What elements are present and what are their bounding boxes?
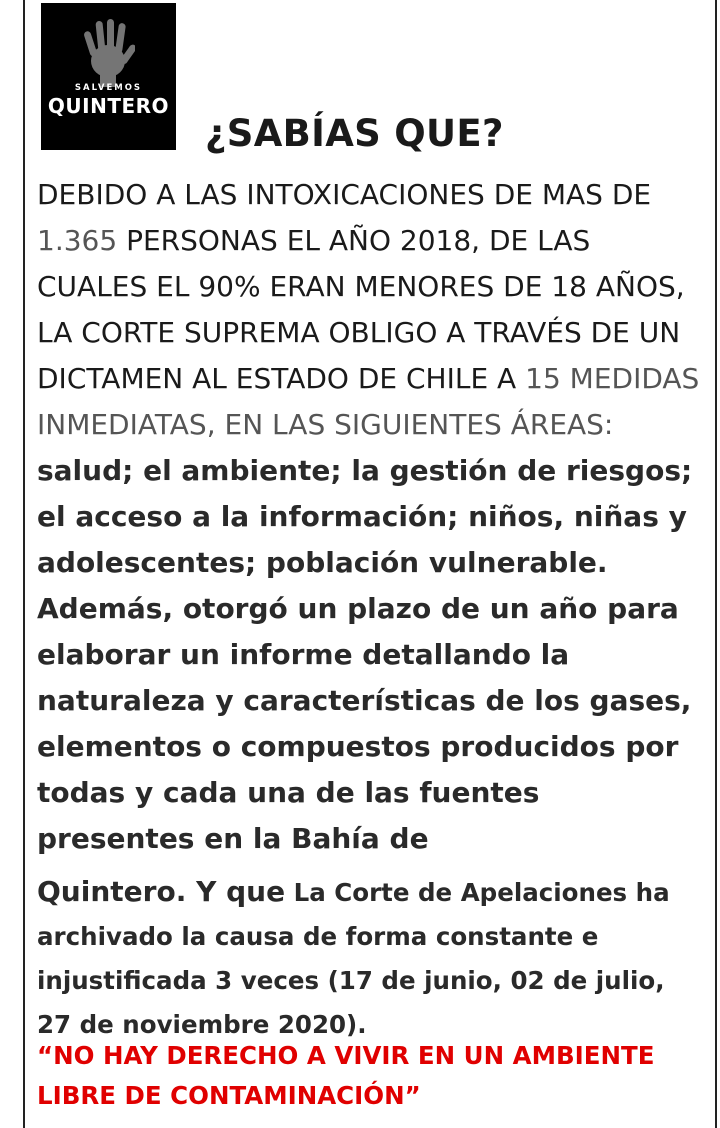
court-text	[37, 870, 707, 1047]
slogan: “NO HAY DERECHO A VIVIR EN UN AMBIENTE LIBRE DE CONTAMINACIÓN”	[37, 1041, 655, 1110]
court-text-rest: La Corte de Apelaciones ha archivado la causa de forma constante e injustificada 3 veces (17 de junio, 02 de julio, 27 de noviembre 2020).	[37, 878, 670, 1039]
page-title: ¿SABÍAS QUE?	[205, 112, 504, 155]
body-text-part: DEBIDO A LAS INTOXICACIONES DE MAS DE	[37, 178, 652, 211]
hand-icon	[83, 17, 135, 89]
body-text	[37, 172, 703, 862]
salvemos-quintero-logo	[41, 3, 176, 150]
areas-text: salud; el ambiente; la gestión de riesgos; el acceso a la información; niños, niñas y adolescentes; población vulnerable. Además, otorgó un plazo de un año para elaborar un informe detallando la naturaleza y características de los gases, elementos o compuestos producidos por todas y cada una de las fuentes presentes en la Bahía de	[37, 454, 693, 855]
logo-name: QUINTERO	[47, 94, 170, 118]
court-text-lead: Quintero. Y que	[37, 875, 286, 908]
body-text-part: PERSONAS EL AÑO 2018, DE LAS CUALES EL 90% ERAN MENORES DE 18 AÑOS, LA CORTE SUPREMA OBLIGO A TRAVÉS DE UN DICTAMEN AL ESTADO DE CHILE A	[37, 224, 685, 395]
measures-text: 15 MEDIDAS INMEDIATAS, EN LAS SIGUIENTES ÁREAS:	[37, 362, 700, 441]
people-count: 1.365	[37, 224, 118, 257]
logo-subtitle: SALVEMOS	[74, 83, 143, 93]
